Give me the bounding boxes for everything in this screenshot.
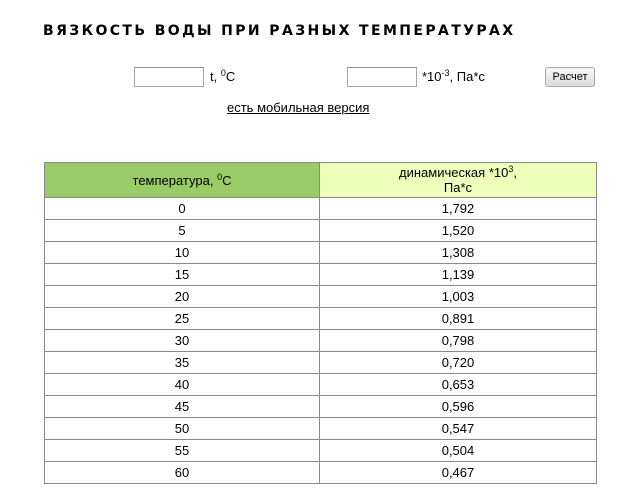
viscosity-cell: 0,467 <box>320 462 597 484</box>
table-row <box>45 242 597 264</box>
temperature-cell: 5 <box>45 220 320 242</box>
calculate-button[interactable]: Расчет <box>545 67 595 87</box>
viscosity-cell: 0,798 <box>320 330 597 352</box>
temperature-cell: 20 <box>45 286 320 308</box>
temperature-cell: 50 <box>45 418 320 440</box>
viscosity-cell: 0,547 <box>320 418 597 440</box>
table-row <box>45 308 597 330</box>
table-row <box>45 286 597 308</box>
table-row <box>45 220 597 242</box>
viscosity-cell: 0,891 <box>320 308 597 330</box>
temperature-unit-sup: 0 <box>220 68 226 78</box>
viscosity-unit-suffix: , Па*с <box>449 69 485 84</box>
table-row <box>45 396 597 418</box>
temperature-cell: 55 <box>45 440 320 462</box>
temperature-unit-suffix: C <box>225 69 236 84</box>
temperature-cell: 45 <box>45 396 320 418</box>
viscosity-unit-label <box>422 69 485 85</box>
temperature-cell: 0 <box>45 198 320 220</box>
temperature-cell: 30 <box>45 330 320 352</box>
viscosity-cell: 0,720 <box>320 352 597 374</box>
temperature-cell: 25 <box>45 308 320 330</box>
temperature-unit-label <box>210 69 235 85</box>
page-title: ВЯЗКОСТЬ ВОДЫ ПРИ РАЗНЫХ ТЕМПЕРАТУРАХ <box>43 23 516 39</box>
header-temperature-sup: 0 <box>217 171 223 182</box>
table-row <box>45 462 597 484</box>
viscosity-unit-sup: -3 <box>441 68 450 78</box>
header-viscosity-text: динамическая *10 <box>399 165 509 180</box>
viscosity-table <box>44 162 597 484</box>
viscosity-cell: 1,139 <box>320 264 597 286</box>
temperature-cell: 40 <box>45 374 320 396</box>
temperature-cell: 15 <box>45 264 320 286</box>
header-viscosity <box>320 163 597 198</box>
header-temperature <box>45 163 320 198</box>
header-temperature-suffix: C <box>222 172 232 188</box>
viscosity-cell: 1,308 <box>320 242 597 264</box>
mobile-version-link[interactable]: есть мобильная версия <box>227 100 370 115</box>
viscosity-unit-prefix: *10 <box>422 69 442 84</box>
table-row <box>45 330 597 352</box>
viscosity-cell: 1,003 <box>320 286 597 308</box>
temperature-cell: 60 <box>45 462 320 484</box>
viscosity-cell: 1,792 <box>320 198 597 220</box>
temperature-unit-prefix: t, <box>210 69 221 84</box>
table-row <box>45 374 597 396</box>
viscosity-cell: 0,596 <box>320 396 597 418</box>
temperature-input[interactable] <box>134 67 204 87</box>
header-viscosity-sup: 3 <box>508 164 514 174</box>
temperature-cell: 35 <box>45 352 320 374</box>
header-viscosity-unit: Па*с <box>443 180 473 195</box>
table-row <box>45 418 597 440</box>
header-viscosity-suffix: , <box>513 165 517 180</box>
table-row <box>45 198 597 220</box>
calculator-form <box>0 67 640 89</box>
table-row <box>45 352 597 374</box>
viscosity-input[interactable] <box>347 67 417 87</box>
table-row <box>45 440 597 462</box>
viscosity-cell: 1,520 <box>320 220 597 242</box>
table-header-row <box>45 163 597 198</box>
viscosity-cell: 0,653 <box>320 374 597 396</box>
viscosity-cell: 0,504 <box>320 440 597 462</box>
temperature-cell: 10 <box>45 242 320 264</box>
table-body <box>45 198 597 484</box>
header-temperature-text: температура, <box>132 172 218 188</box>
table-row <box>45 264 597 286</box>
